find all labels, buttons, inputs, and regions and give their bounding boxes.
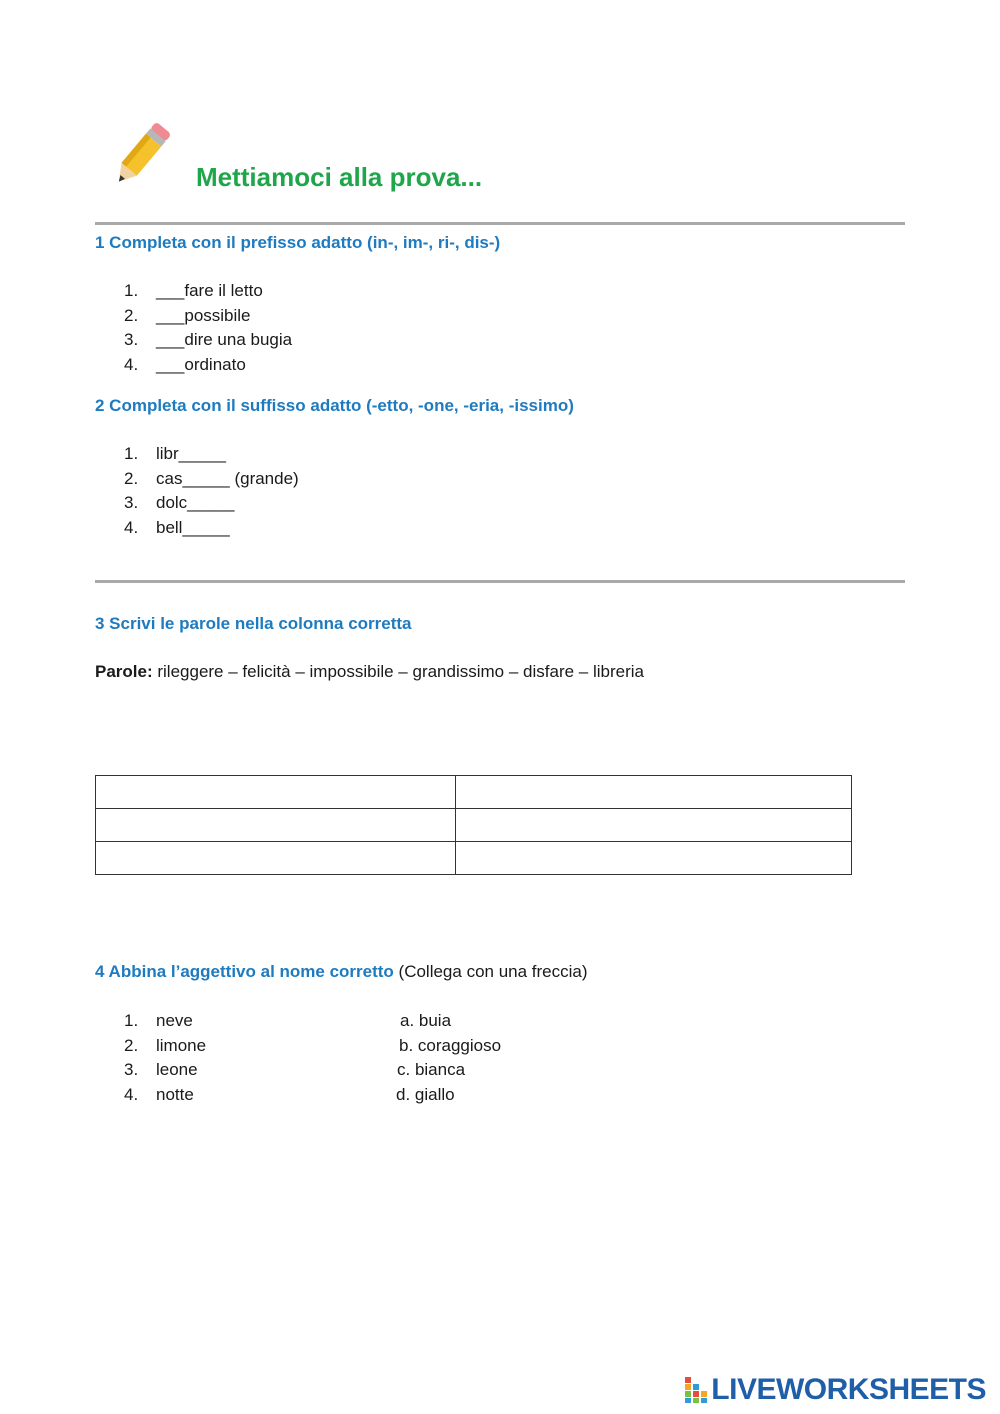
table-cell[interactable] — [96, 842, 456, 875]
list-item[interactable]: 4. notte — [124, 1084, 194, 1104]
exercise-text: ___possibile — [156, 305, 251, 325]
list-item: 2. ___possibile — [124, 305, 251, 325]
answer-table — [95, 775, 852, 875]
list-item: 1. libr_____ — [124, 444, 226, 463]
list-item[interactable]: d. giallo — [396, 1084, 455, 1104]
brand-text: LIVEWORKSHEETS — [711, 1373, 986, 1406]
table-row — [96, 809, 852, 842]
table-cell[interactable] — [96, 776, 456, 809]
word-bank-text: rileggere – felicità – impossibile – grandissimo – disfare – libreria — [152, 662, 644, 681]
exercise-text: ___ordinato — [156, 354, 246, 374]
nouns-list — [124, 1009, 206, 1107]
list-item[interactable]: 1. neve — [124, 1011, 193, 1030]
word-bank-label: Parole: — [95, 662, 153, 681]
exercise-text: cas_____ (grande) — [156, 468, 299, 488]
table-cell[interactable] — [96, 809, 456, 842]
divider — [95, 580, 905, 583]
list-item: 3. ___dire una bugia — [124, 330, 293, 349]
section4-heading: 4 Abbina l’aggettivo al nome corretto (Collega con una freccia) — [95, 962, 588, 981]
exercise-text: bell_____ — [156, 517, 230, 537]
list-item: 1. ___fare il letto — [124, 281, 263, 300]
list-item: 3. dolc_____ — [124, 493, 235, 512]
list-item[interactable]: 2. limone — [124, 1035, 207, 1055]
liveworksheets-brand — [685, 1372, 986, 1408]
adjectives-list — [396, 1009, 501, 1107]
section3-heading: 3 Scrivi le parole nella colonna corretta — [95, 614, 412, 633]
pencil-icon — [104, 116, 180, 192]
exercise-text: ___dire una bugia — [156, 330, 293, 349]
divider — [95, 222, 905, 225]
exercise-text: ___fare il letto — [156, 281, 263, 300]
section2-heading: 2 Completa con il suffisso adatto (-etto, -one, -eria, -issimo) — [95, 396, 574, 415]
list-item[interactable]: a. buia — [400, 1011, 452, 1030]
list-item: 2. cas_____ (grande) — [124, 468, 299, 488]
exercise-text: libr_____ — [156, 444, 226, 463]
liveworksheets-logo — [685, 1377, 707, 1403]
list-item: 4. ___ordinato — [124, 354, 246, 374]
word-bank — [95, 662, 644, 682]
section4-note: (Collega con una freccia) — [393, 962, 588, 981]
section2-list — [124, 442, 299, 540]
list-item: 4. bell_____ — [124, 517, 230, 537]
list-item[interactable]: b. coraggioso — [399, 1035, 502, 1055]
table-cell[interactable] — [456, 842, 852, 875]
page-title: Mettiamoci alla prova... — [196, 162, 483, 192]
section1-heading: 1 Completa con il prefisso adatto (in-, im-, ri-, dis-) — [95, 233, 501, 252]
table-row — [96, 842, 852, 875]
exercise-text: dolc_____ — [156, 493, 235, 512]
list-item[interactable]: 3. leone — [124, 1060, 198, 1079]
table-cell[interactable] — [456, 809, 852, 842]
table-row — [96, 776, 852, 809]
table-cell[interactable] — [456, 776, 852, 809]
section1-list — [124, 279, 292, 377]
list-item[interactable]: c. bianca — [397, 1060, 466, 1079]
